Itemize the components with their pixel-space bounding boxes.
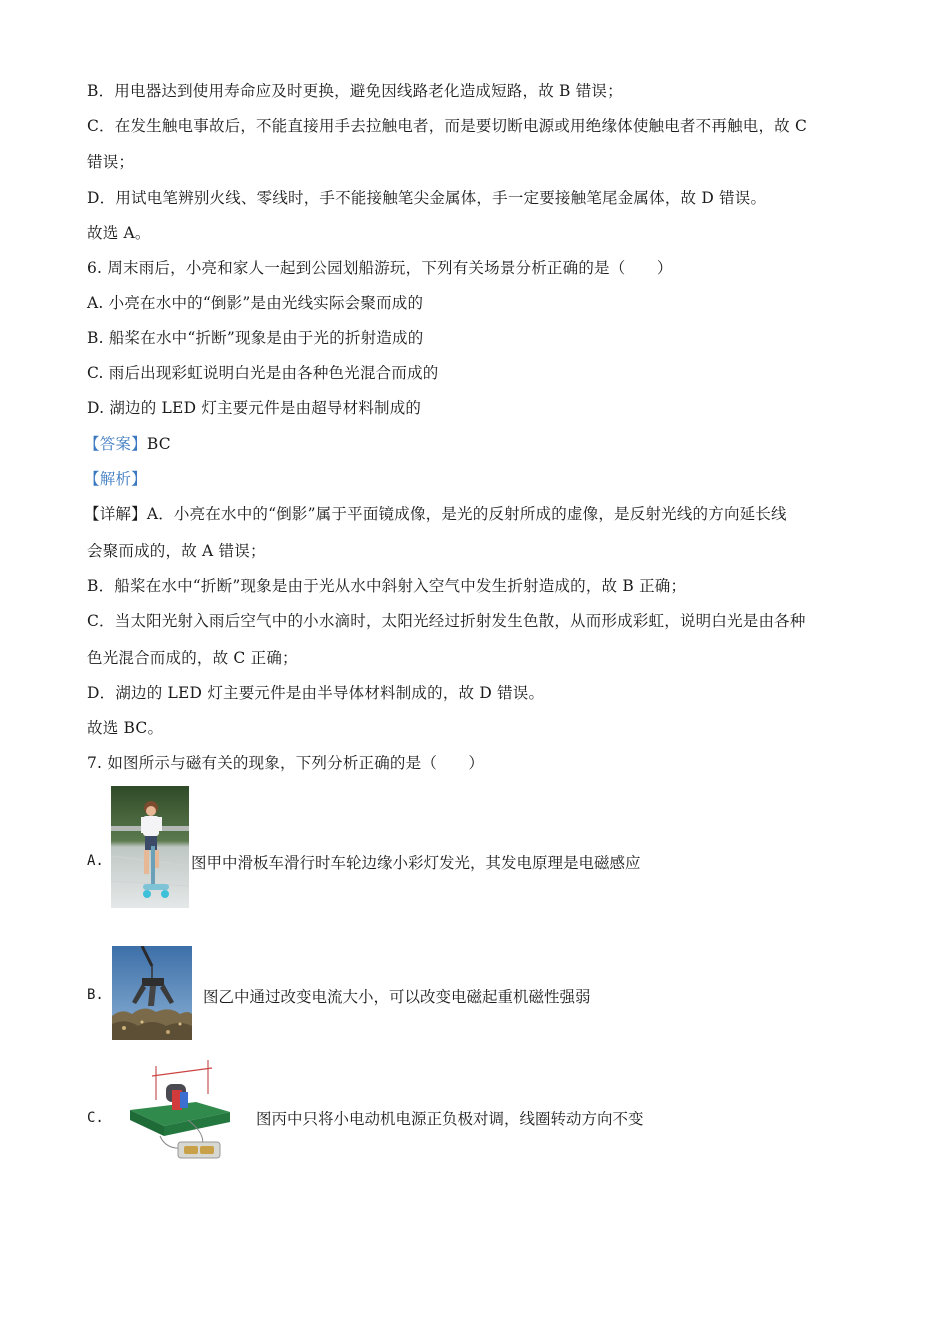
option-text: 图丙中只将小电动机电源正负极对调，线圈转动方向不变 — [256, 1110, 644, 1128]
line-d-test-pen: D．用试电笔辨别火线、零线时，手不能接触笔尖金属体，手一定要接触笔尾金属体，故 D 错误。 — [87, 189, 767, 207]
detail-line-4: C．当太阳光射入雨后空气中的小水滴时，太阳光经过折射发生色散，从而形成彩虹，说明白光是由各种 — [87, 612, 806, 630]
question-6-option-c: C. 雨后出现彩虹说明白光是由各种色光混合而成的 — [87, 364, 439, 382]
line-c-electric-shock: C．在发生触电事故后，不能直接用手去拉触电者，而是要切断电源或用绝缘体使触电者不再触电，故 C — [87, 117, 808, 135]
detail-line-2: 会聚而成的，故 A 错误； — [87, 542, 266, 560]
detail-a-text: A．小亮在水中的“倒影”属于平面镜成像，是光的反射所成的虚像，是反射光线的方向延长线 — [146, 505, 787, 523]
answer-line — [84, 434, 171, 454]
detail-line-7: 故选 BC。 — [87, 719, 164, 737]
detail-line-5: 色光混合而成的，故 C 正确； — [87, 649, 298, 667]
motor-apparatus-photo — [126, 1054, 234, 1166]
detail-line-6: D．湖边的 LED 灯主要元件是由半导体材料制成的，故 D 错误。 — [87, 684, 545, 702]
line-c-continued: 错误； — [87, 153, 135, 171]
question-7-stem: 7. 如图所示与磁有关的现象，下列分析正确的是（ ） — [87, 754, 485, 772]
detail-line-3: B．船桨在水中“折断”现象是由于光从水中斜射入空气中发生折射造成的，故 B 正确； — [87, 577, 687, 595]
question-6-option-b: B. 船桨在水中“折断”现象是由于光的折射造成的 — [87, 329, 424, 347]
question-6-option-a: A. 小亮在水中的“倒影”是由光线实际会聚而成的 — [87, 294, 424, 312]
analysis-line — [84, 469, 147, 489]
question-6-stem: 6. 周末雨后，小亮和家人一起到公园划船游玩，下列有关场景分析正确的是（ ） — [87, 259, 673, 277]
question-6-option-d: D. 湖边的 LED 灯主要元件是由超导材料制成的 — [87, 399, 422, 417]
crane-photo — [112, 946, 192, 1040]
option-letter: A. — [87, 853, 104, 869]
option-text: 图甲中滑板车滑行时车轮边缘小彩灯发光，其发电原理是电磁感应 — [191, 854, 641, 872]
option-letter: B. — [87, 987, 104, 1003]
detail-line-1 — [84, 504, 787, 524]
line-b-appliance: B．用电器达到使用寿命应及时更换，避免因线路老化造成短路，故 B 错误； — [87, 82, 623, 100]
scooter-photo — [111, 786, 189, 908]
line-choose-a: 故选 A。 — [87, 224, 151, 242]
option-letter: C. — [87, 1110, 104, 1126]
answer-tag: 【答案】 — [84, 435, 147, 453]
answer-value: BC — [146, 435, 171, 453]
option-text: 图乙中通过改变电流大小，可以改变电磁起重机磁性强弱 — [203, 988, 591, 1006]
analysis-tag: 【解析】 — [84, 470, 147, 488]
detail-tag: 【详解】 — [84, 505, 147, 523]
